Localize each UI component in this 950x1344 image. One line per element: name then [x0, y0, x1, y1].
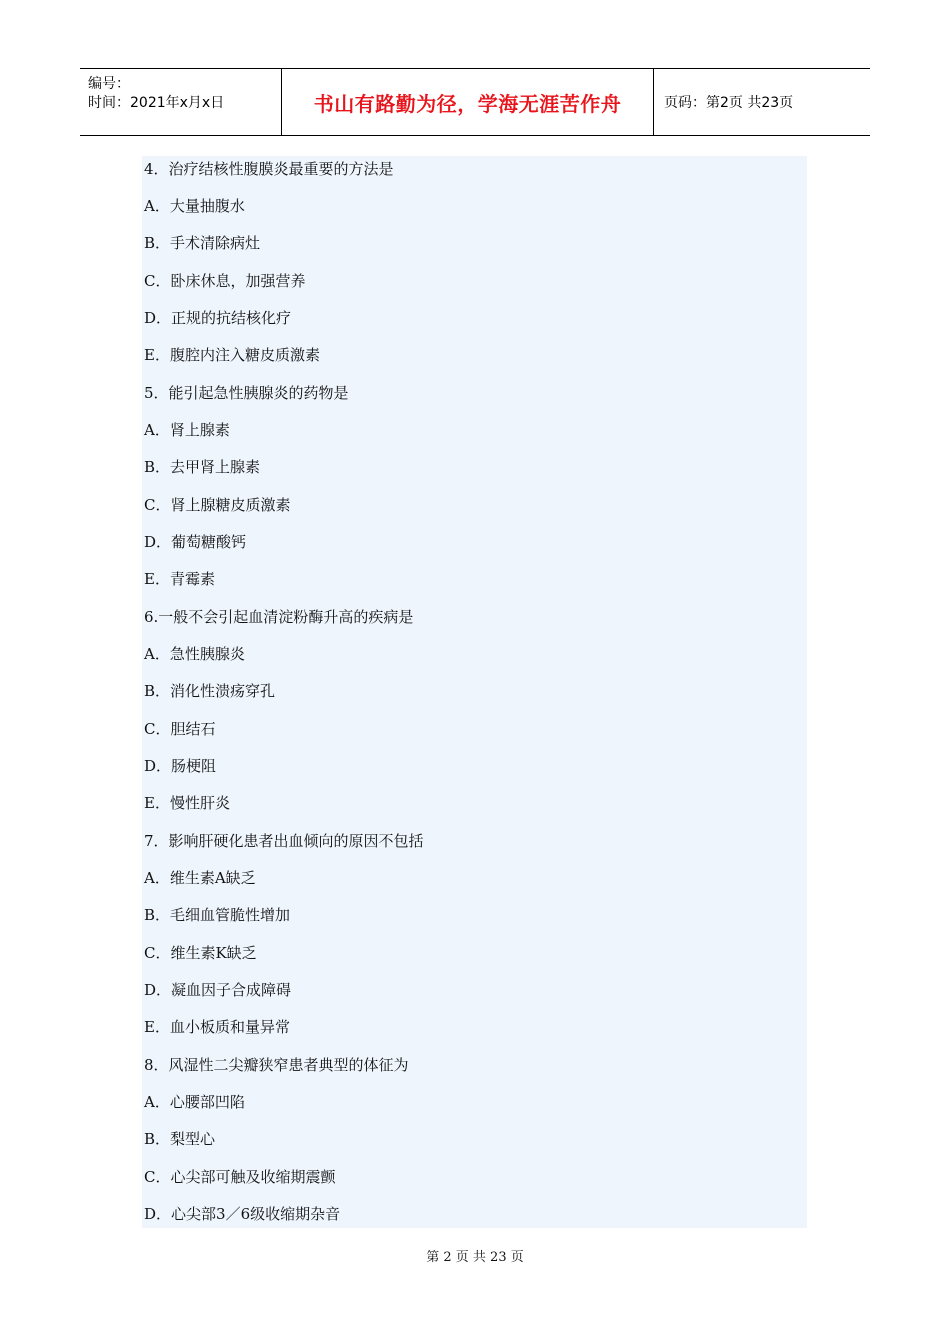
question-4-option-e: E．腹腔内注入糖皮质激素	[144, 346, 320, 364]
question-5: 5．能引起急性胰腺炎的药物是	[144, 384, 349, 402]
question-7-option-a: A．维生素A缺乏	[144, 869, 256, 887]
question-5-option-d: D．葡萄糖酸钙	[144, 533, 247, 551]
question-7-option-b: B．毛细血管脆性增加	[144, 906, 291, 924]
question-5-option-b: B．去甲肾上腺素	[144, 458, 261, 476]
question-5-option-a: A．肾上腺素	[144, 421, 230, 439]
question-4: 4．治疗结核性腹膜炎最重要的方法是	[144, 160, 394, 178]
question-8-option-b: B．梨型心	[144, 1130, 216, 1148]
question-8-option-a: A．心腰部凹陷	[144, 1093, 245, 1111]
question-4-option-d: D．正规的抗结核化疗	[144, 309, 292, 327]
question-7-option-e: E．血小板质和量异常	[144, 1018, 290, 1036]
question-list	[142, 156, 807, 1228]
question-7-option-d: D．凝血因子合成障碍	[144, 981, 292, 999]
question-7: 7．影响肝硬化患者出血倾向的原因不包括	[144, 832, 424, 850]
question-8-option-d: D．心尖部3／6级收缩期杂音	[144, 1205, 341, 1223]
header-meta	[80, 69, 282, 135]
question-6: 6.一般不会引起血清淀粉酶升高的疾病是	[144, 608, 414, 626]
question-5-option-c: C．肾上腺糖皮质激素	[144, 496, 291, 514]
question-8: 8．风湿性二尖瓣狭窄患者典型的体征为	[144, 1056, 409, 1074]
question-7-option-c: C．维生素K缺乏	[144, 944, 257, 962]
number-label: 编号：	[88, 76, 130, 92]
question-4-option-a: A．大量抽腹水	[144, 197, 245, 215]
page-footer: 第 2 页 共 23 页	[426, 1250, 524, 1265]
question-6-option-d: D．肠梗阻	[144, 757, 217, 775]
question-6-option-e: E．慢性肝炎	[144, 794, 230, 812]
motto: 书山有路勤为径，学海无涯苦作舟	[282, 69, 654, 135]
question-6-option-a: A．急性胰腺炎	[144, 645, 245, 663]
page-info: 页码：第2页 共23页	[664, 95, 794, 111]
question-8-option-c: C．心尖部可触及收缩期震颤	[144, 1168, 336, 1186]
question-4-option-b: B．手术清除病灶	[144, 234, 261, 252]
date-label: 时间：2021年x月x日	[88, 95, 225, 111]
question-6-option-c: C．胆结石	[144, 720, 216, 738]
question-5-option-e: E．青霉素	[144, 570, 215, 588]
question-4-option-c: C．卧床休息，加强营养	[144, 272, 306, 290]
question-6-option-b: B．消化性溃疡穿孔	[144, 682, 276, 700]
page-header	[80, 68, 870, 136]
